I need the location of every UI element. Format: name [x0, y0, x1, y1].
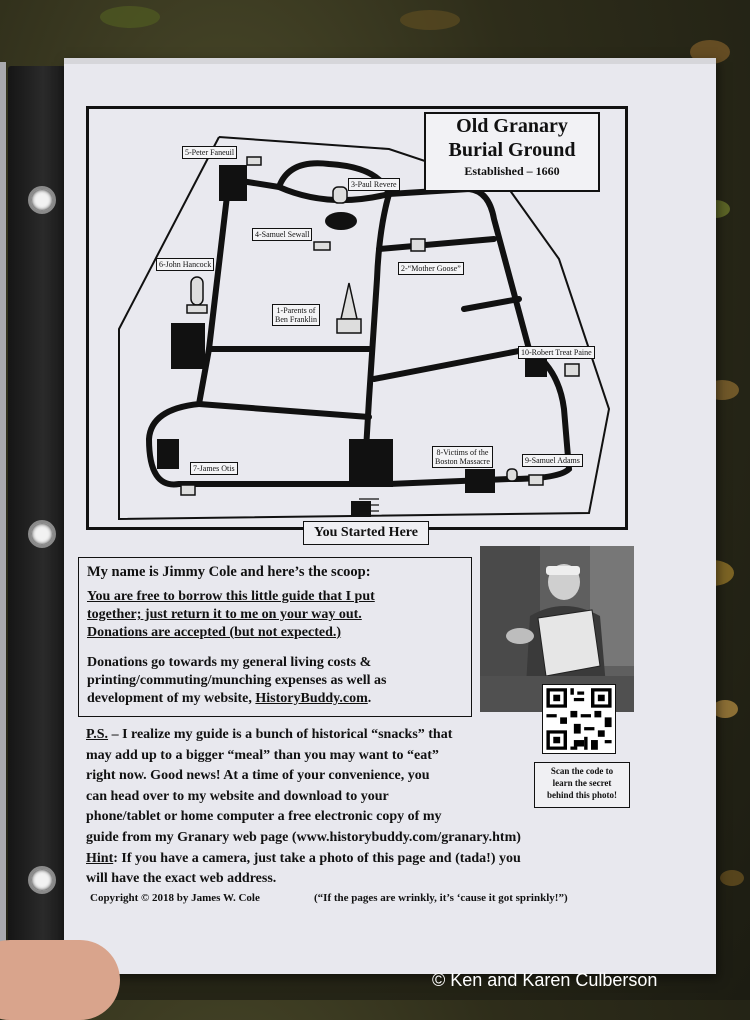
label-robert-treat-paine: 10-Robert Treat Paine — [518, 346, 595, 359]
label-boston-massacre-line-1: 8-Victims of the — [436, 448, 489, 457]
binder-ring-middle — [28, 520, 56, 548]
donations-line-3: development of my website, — [87, 691, 256, 706]
donations-line-2: printing/commuting/munching expenses as well as — [87, 673, 387, 688]
ps-paragraph — [86, 725, 521, 890]
donations-line-1: Donations go towards my general living costs & — [87, 655, 372, 670]
label-mother-goose: 2-“Mother Goose” — [398, 262, 464, 275]
map-title-box — [424, 112, 600, 192]
thumb — [0, 940, 120, 1020]
label-parents-franklin — [272, 304, 320, 326]
ps-label: P.S. — [86, 727, 109, 742]
map-title-line-1: Old Granary — [456, 115, 568, 137]
label-paul-revere: 3-Paul Revere — [348, 178, 400, 191]
ps-line-3: right now. Good news! At a time of your convenience, you — [86, 768, 430, 784]
hint-label: Hint — [86, 850, 114, 866]
borrow-line-1: You are free to borrow this little guide that I put — [87, 589, 375, 604]
ps-line-8: will have the exact web address. — [86, 871, 277, 887]
donations-line-3-end: . — [367, 691, 372, 706]
label-parents-franklin-line-2: Ben Franklin — [275, 315, 317, 324]
binder-clip — [0, 62, 6, 942]
ps-line-5: phone/tablet or home computer a free electronic copy of my — [86, 809, 442, 825]
scoop-heading: My name is Jimmy Cole and here’s the scoop: — [87, 564, 371, 580]
you-started-here-label: You Started Here — [303, 521, 429, 545]
label-john-hancock: 6-John Hancock — [156, 258, 214, 271]
label-samuel-sewall: 4-Samuel Sewall — [252, 228, 312, 241]
established-date: Established – 1660 — [464, 164, 560, 178]
scan-note — [534, 762, 630, 808]
label-boston-massacre — [432, 446, 493, 468]
photo-watermark: © Ken and Karen Culberson — [432, 970, 658, 990]
label-parents-franklin-line-1: 1-Parents of — [276, 306, 316, 315]
ps-line-2: may add up to a bigger “meal” than you may want to “eat” — [86, 747, 439, 763]
borrow-line-3: Donations are accepted (but not expected.) — [87, 625, 342, 640]
ps-line-7: : If you have a camera, just take a photo of this page and (tada!) you — [113, 850, 521, 866]
qr-code[interactable] — [542, 684, 616, 754]
map-title-line-2: Burial Ground — [448, 139, 576, 161]
ps-line-1: – I realize my guide is a bunch of historical “snacks” that — [108, 727, 453, 742]
scan-note-line-1: Scan the code to — [550, 766, 614, 776]
donations-text — [87, 654, 386, 708]
label-peter-faneuil: 5-Peter Faneuil — [182, 146, 237, 159]
label-boston-massacre-line-2: Boston Massacre — [435, 457, 490, 466]
binder-ring-top — [28, 186, 56, 214]
borrow-line-2: together; just return it to me on your way out. — [87, 607, 362, 622]
label-james-otis: 7-James Otis — [190, 462, 238, 475]
ps-line-4: can head over to my website and download to your — [86, 788, 389, 804]
scoop-box — [78, 557, 472, 717]
scan-note-line-2: learn the secret — [552, 778, 612, 788]
borrow-notice — [87, 588, 375, 642]
binder-ring-bottom — [28, 866, 56, 894]
website-link[interactable]: HistoryBuddy.com — [255, 691, 368, 706]
scan-note-line-3: behind this photo! — [546, 790, 618, 800]
wrinkly-quote: (“If the pages are wrinkly, it’s ‘cause it got sprinkly!”) — [314, 892, 568, 904]
copyright-note: Copyright © 2018 by James W. Cole — [90, 892, 260, 904]
label-samuel-adams: 9-Samuel Adams — [522, 454, 583, 467]
ps-line-6: guide from my Granary web page (www.historybuddy.com/granary.htm) — [86, 829, 521, 845]
